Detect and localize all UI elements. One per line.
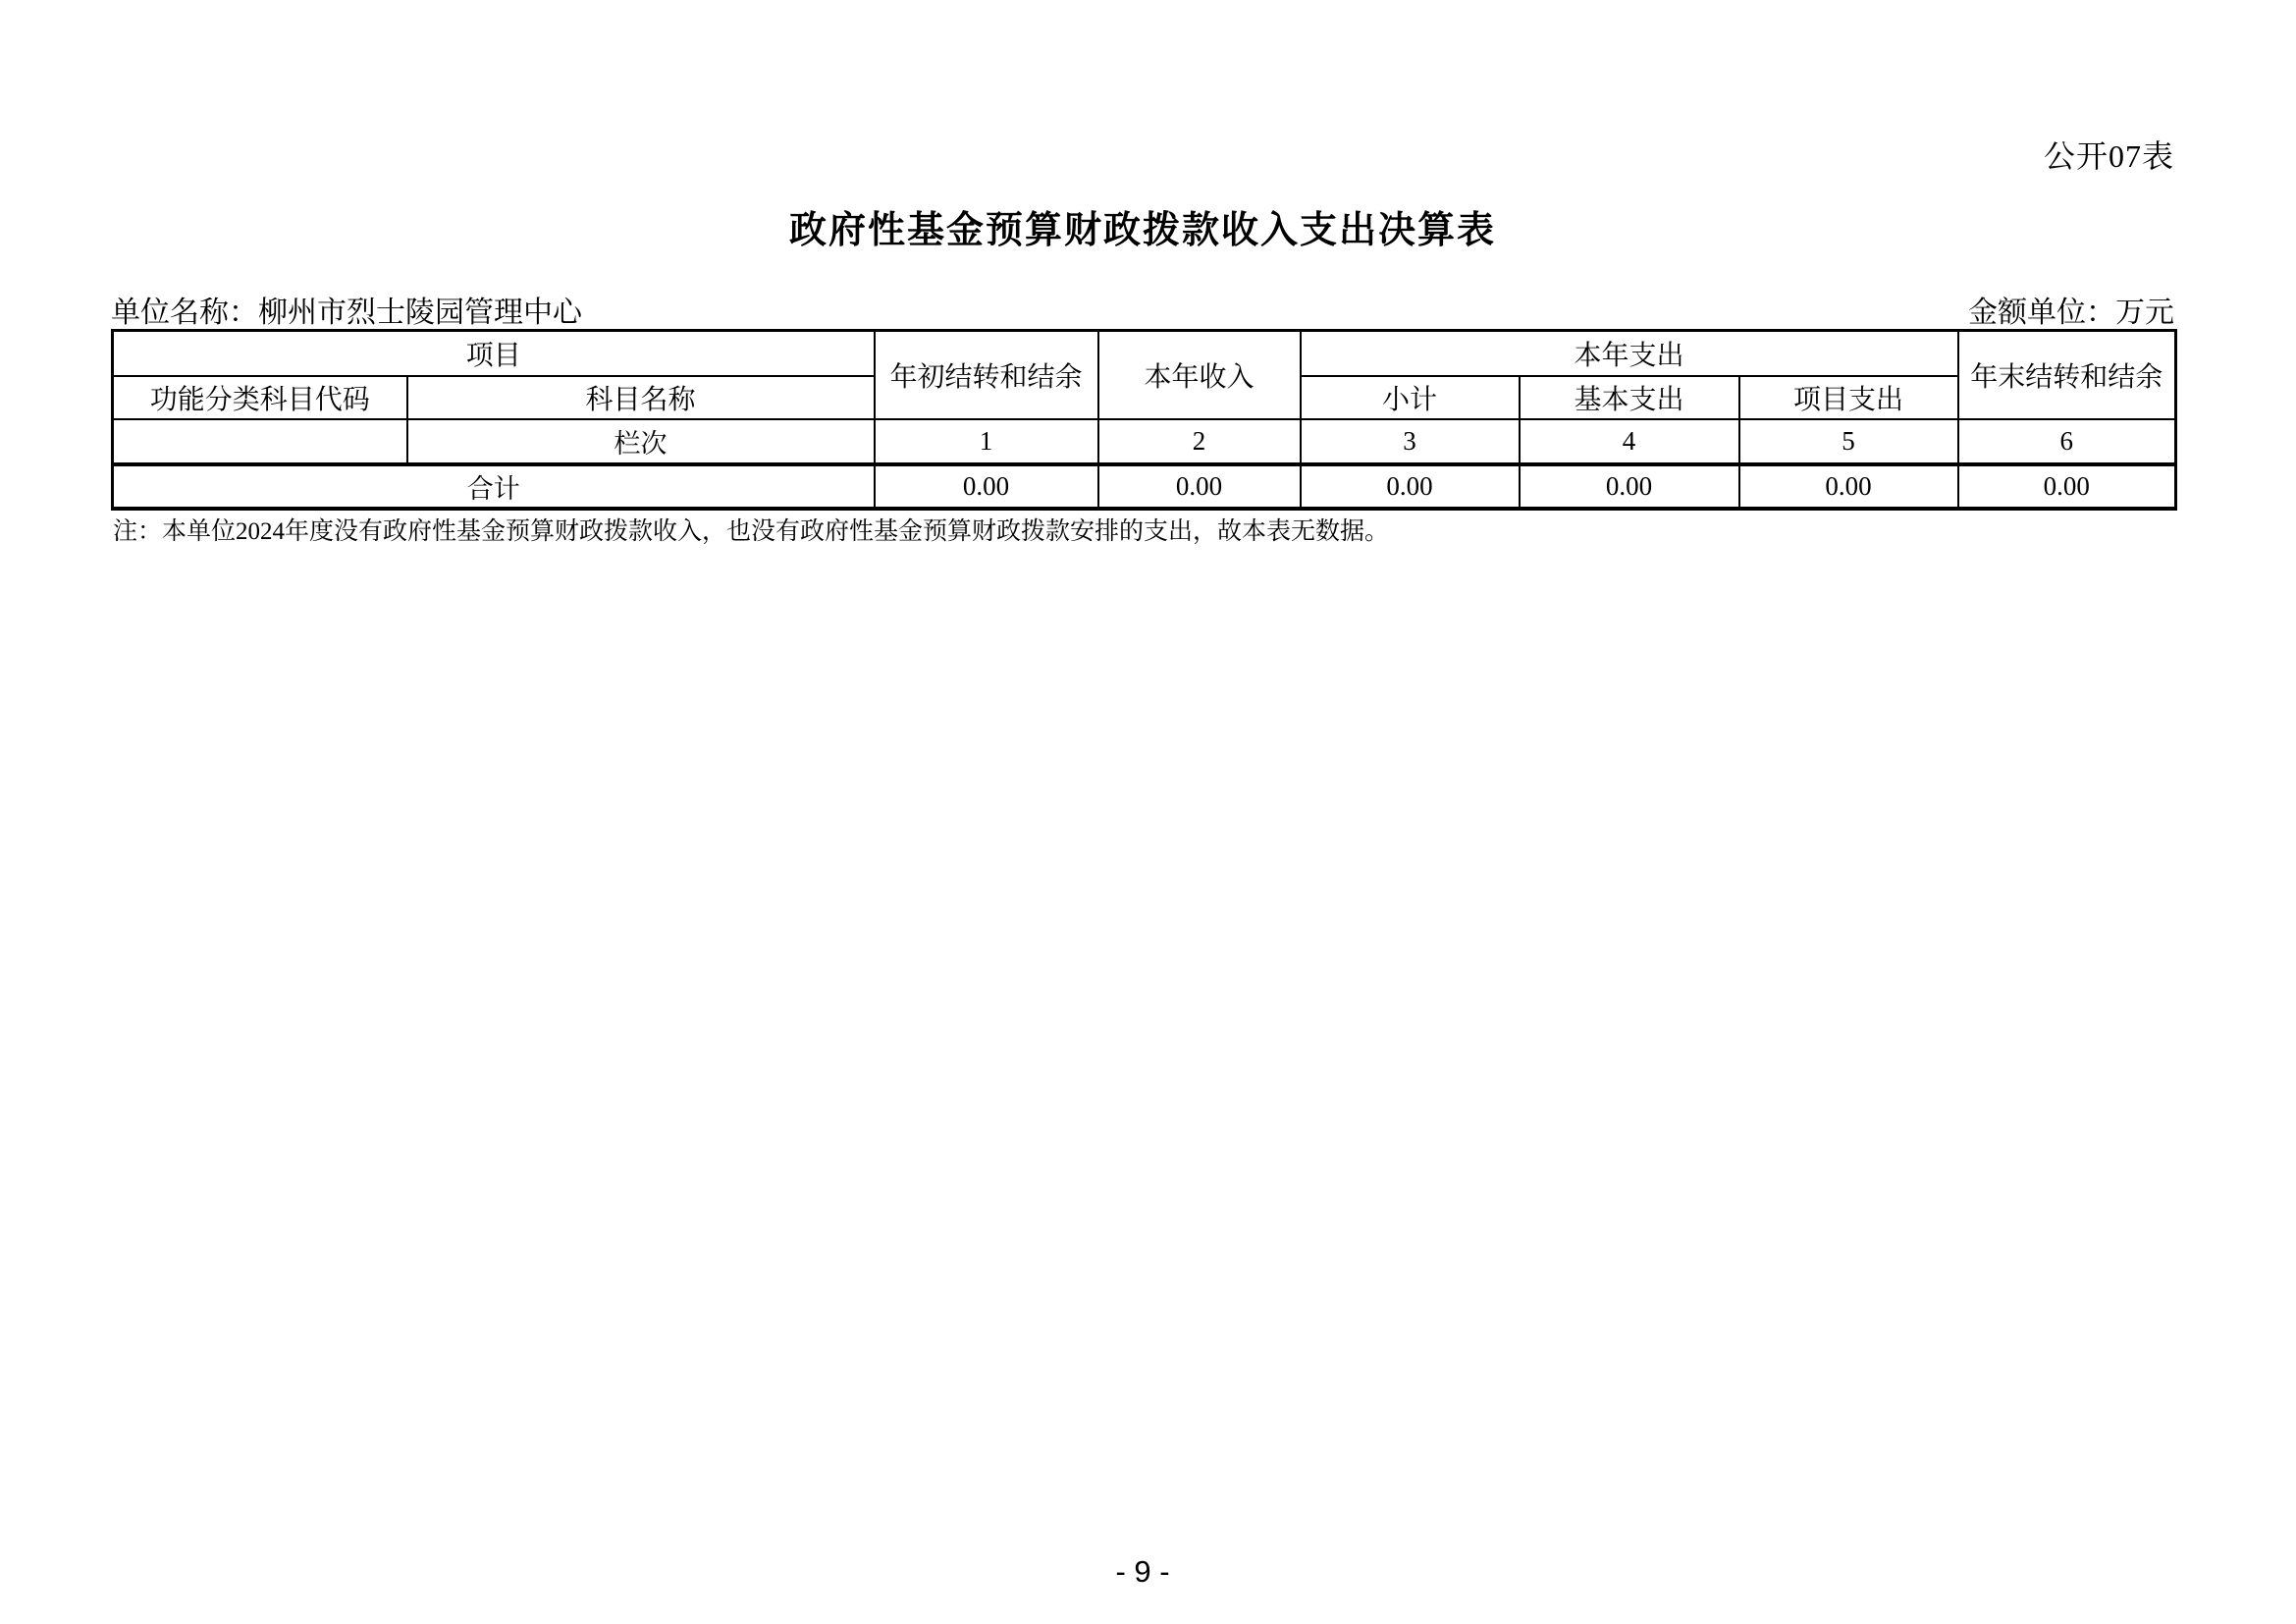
unit-name-label: 单位名称：柳州市烈士陵园管理中心: [111, 297, 582, 329]
total-row: [113, 464, 2176, 509]
total-project-expense: 0.00: [1739, 464, 1958, 509]
total-subtotal: 0.00: [1301, 464, 1520, 509]
total-year-income: 0.00: [1098, 464, 1301, 509]
header-subject-name: 科目名称: [407, 376, 875, 419]
lanci-col-6: 6: [1958, 419, 2176, 464]
header-basic-expense: 基本支出: [1520, 376, 1739, 419]
lanci-col-4: 4: [1520, 419, 1739, 464]
table-code-label: 公开07表: [2043, 138, 2174, 174]
header-year-expense: 本年支出: [1301, 331, 1958, 377]
total-begin-balance: 0.00: [875, 464, 1098, 509]
meta-row: [111, 288, 2174, 331]
header-year-income: 本年收入: [1098, 331, 1301, 420]
column-index-row: [113, 419, 2176, 464]
amount-unit-label: 金额单位：万元: [1968, 297, 2174, 329]
header-end-balance: 年末结转和结余: [1958, 331, 2176, 420]
header-row-1: [113, 331, 2176, 377]
lanci-col-1: 1: [875, 419, 1098, 464]
total-label: 合计: [113, 464, 875, 509]
fund-budget-table: [111, 329, 2177, 511]
blank-cell: [113, 419, 407, 464]
header-project-expense: 项目支出: [1739, 376, 1958, 419]
page-number: - 9 -: [1115, 1554, 1170, 1589]
header-subtotal: 小计: [1301, 376, 1520, 419]
total-end-balance: 0.00: [1958, 464, 2176, 509]
header-project: 项目: [113, 331, 875, 377]
total-basic-expense: 0.00: [1520, 464, 1739, 509]
lanci-col-5: 5: [1739, 419, 1958, 464]
lanci-col-3: 3: [1301, 419, 1520, 464]
header-func-code: 功能分类科目代码: [113, 376, 407, 419]
lanci-label: 栏次: [407, 419, 875, 464]
lanci-col-2: 2: [1098, 419, 1301, 464]
footnote: 注：本单位2024年度没有政府性基金预算财政拨款收入，也没有政府性基金预算财政拨款安排的支出，故本表无数据。: [113, 518, 1390, 545]
page-title: 政府性基金预算财政拨款收入支出决算表: [788, 210, 1496, 251]
header-begin-balance: 年初结转和结余: [875, 331, 1098, 420]
